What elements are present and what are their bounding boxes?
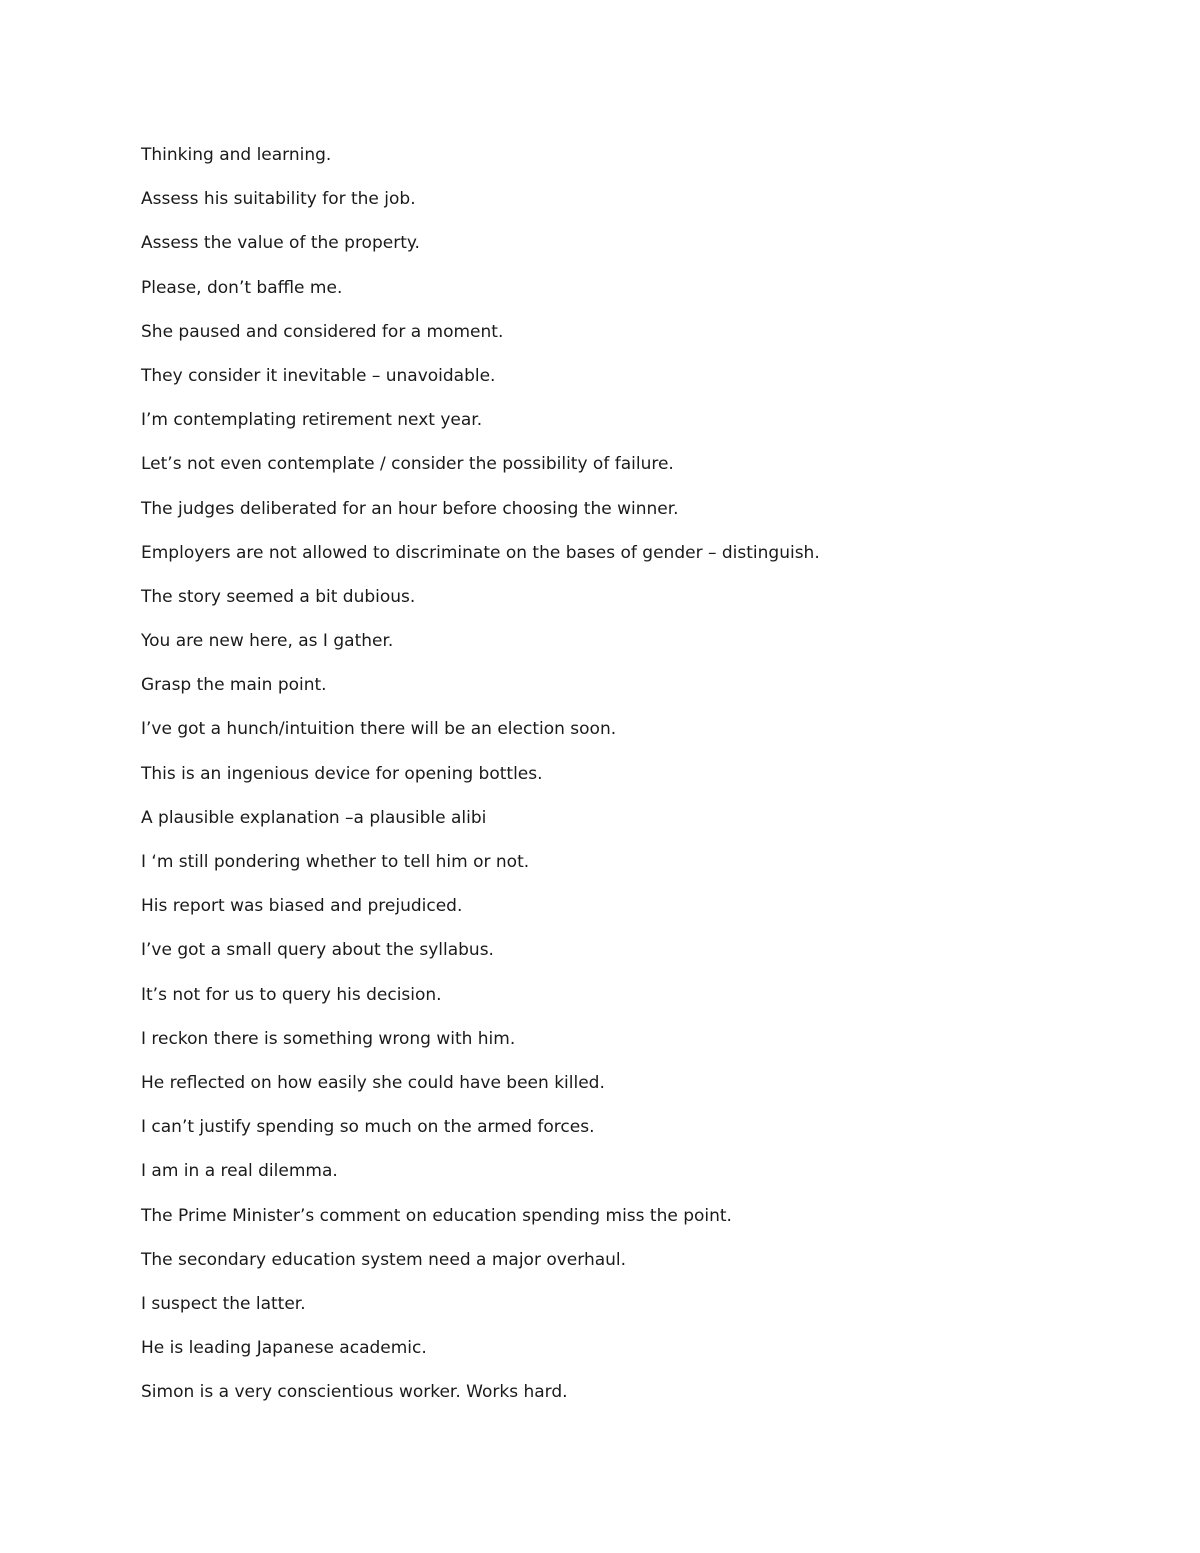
sentence-line: Thinking and learning. bbox=[141, 145, 332, 165]
sentence-line: You are new here, as I gather. bbox=[141, 631, 394, 652]
sentence-line: I reckon there is something wrong with him. bbox=[141, 1028, 516, 1049]
sentence-line: She paused and considered for a moment. bbox=[141, 321, 504, 342]
sentence-line: I’ve got a small query about the syllabus. bbox=[141, 940, 494, 961]
sentence-line: He is leading Japanese academic. bbox=[141, 1338, 427, 1359]
sentence-line: I’ve got a hunch/intuition there will be an election soon. bbox=[141, 719, 617, 740]
sentence-line: I can’t justify spending so much on the armed forces. bbox=[141, 1117, 595, 1138]
sentence-line: It’s not for us to query his decision. bbox=[141, 984, 442, 1005]
sentence-line: I’m contemplating retirement next year. bbox=[141, 410, 483, 431]
sentence-line: Please, don’t baffle me. bbox=[141, 277, 343, 298]
sentence-line: Grasp the main point. bbox=[141, 675, 327, 696]
sentence-line: The judges deliberated for an hour before choosing the winner. bbox=[141, 498, 679, 519]
sentence-list bbox=[141, 143, 1121, 1424]
sentence-line: The secondary education system need a major overhaul. bbox=[141, 1249, 627, 1270]
sentence-line: The Prime Minister’s comment on education spending miss the point. bbox=[141, 1205, 732, 1226]
sentence-line: He reflected on how easily she could have been killed. bbox=[141, 1072, 605, 1093]
sentence-line: I ‘m still pondering whether to tell him or not. bbox=[141, 852, 530, 872]
sentence-line: Simon is a very conscientious worker. Works hard. bbox=[141, 1382, 568, 1403]
sentence-line: Assess the value of the property. bbox=[141, 233, 420, 254]
sentence-line: The story seemed a bit dubious. bbox=[141, 586, 416, 607]
sentence-line: Assess his suitability for the job. bbox=[141, 189, 416, 210]
sentence-line: They consider it inevitable – unavoidable. bbox=[141, 365, 496, 386]
sentence-line: His report was biased and prejudiced. bbox=[141, 896, 463, 917]
sentence-line: A plausible explanation –a plausible alibi bbox=[141, 807, 487, 828]
sentence-line: I suspect the latter. bbox=[141, 1293, 306, 1314]
sentence-line: I am in a real dilemma. bbox=[141, 1161, 338, 1182]
sentence-line: Let’s not even contemplate / consider the possibility of failure. bbox=[141, 454, 674, 475]
sentence-line: This is an ingenious device for opening bottles. bbox=[141, 763, 543, 784]
sentence-line: Employers are not allowed to discriminate on the bases of gender – distinguish. bbox=[141, 542, 820, 563]
